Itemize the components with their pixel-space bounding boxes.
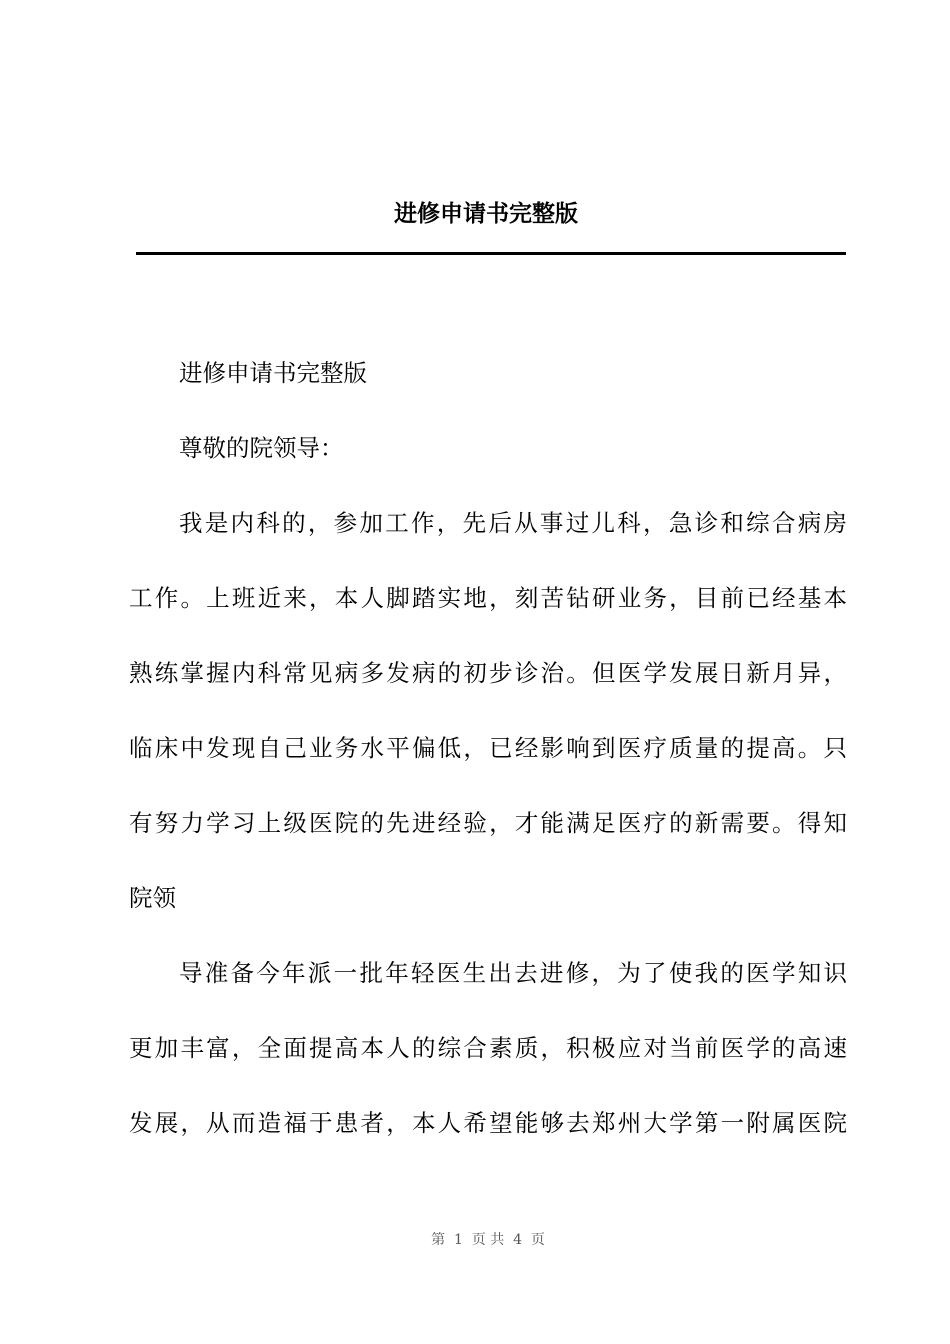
paragraph-line: 有努力学习上级医院的先进经验，才能满足医疗的新需要。得知: [129, 809, 847, 837]
paragraph-body-1: [129, 486, 847, 936]
document-body: [129, 336, 847, 1161]
paragraph-heading: [129, 336, 847, 411]
paragraph-line: 院领: [129, 884, 176, 912]
paragraph-line: 工作。上班近来，本人脚踏实地，刻苦钻研业务，目前已经基本: [129, 584, 847, 612]
paragraph-line: 临床中发现自己业务水平偏低，已经影响到医疗质量的提高。只: [129, 734, 847, 762]
paragraph-line: 进修申请书完整版: [179, 359, 367, 387]
paragraph-body-2: [129, 936, 847, 1161]
paragraph-line: 熟练掌握内科常见病多发病的初步诊治。但医学发展日新月异，: [129, 659, 847, 687]
title-divider: [136, 252, 846, 255]
paragraph-line: 导准备今年派一批年轻医生出去进修，为了使我的医学知识: [179, 959, 847, 987]
paragraph-salutation: [129, 411, 847, 486]
paragraph-line: 更加丰富，全面提高本人的综合素质，积极应对当前医学的高速: [129, 1034, 847, 1062]
page-title: 进修申请书完整版: [394, 201, 578, 227]
page-number-footer: 第 1 页 共 4 页: [431, 1232, 545, 1248]
paragraph-line: 发展，从而造福于患者，本人希望能够去郑州大学第一附属医院: [129, 1109, 847, 1137]
paragraph-line: 尊敬的院领导：: [179, 434, 344, 462]
paragraph-line: 我是内科的，参加工作，先后从事过儿科，急诊和综合病房: [179, 509, 847, 537]
